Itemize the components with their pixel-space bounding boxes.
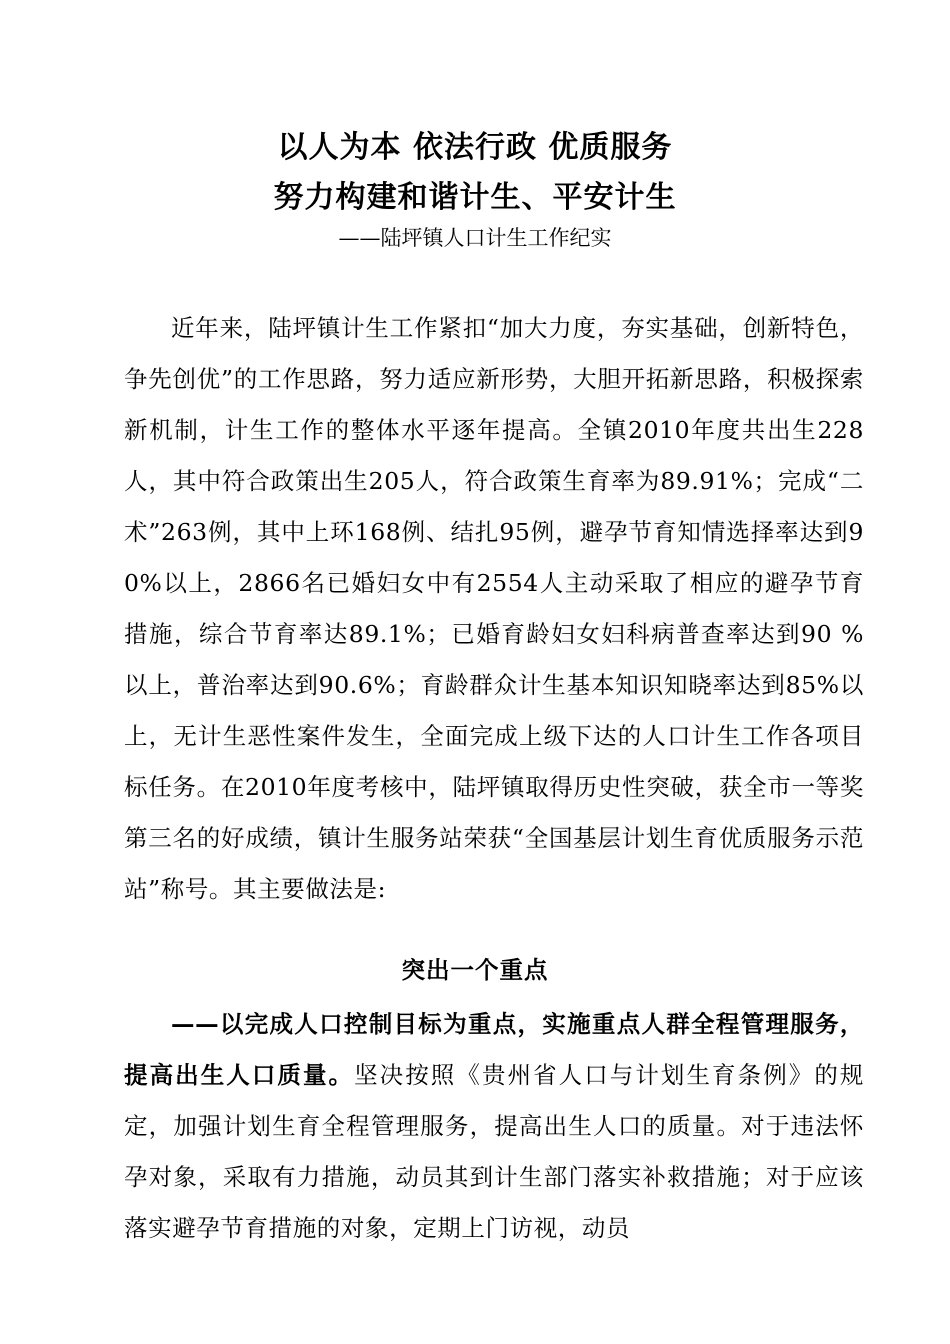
section-heading: 突出一个重点 xyxy=(401,956,549,984)
document-title-line1: 以人为本 依法行政 优质服务 xyxy=(277,130,673,165)
document-title-line2: 努力构建和谐计生、平安计生 xyxy=(273,180,677,215)
section-body-text: 坚决按照《贵州省人口与计划生育条例》的规定，加强计划生育全程管理服务，提高出生人口的质量。对于违法怀孕对象，采取有力措施，动员其到计生部门落实补救措施；对于应该落实避孕节育措施的对象，定期上门访视，动员 xyxy=(124,1061,864,1242)
section-paragraph xyxy=(124,999,864,1254)
intro-paragraph: 近年来，陆坪镇计生工作紧扣“加大力度，夯实基础，创新特色，争先创优”的工作思路，努力适应新形势，大胆开拓新思路，积极探索新机制，计生工作的整体水平逐年提高。全镇2010年度共出生228人，其中符合政策出生205人，符合政策生育率为89.91%；完成“二术”263例，其中上环168例、结扎95例，避孕节育知情选择率达到90%以上，2866名已婚妇女中有2554人主动采取了相应的避孕节育措施，综合节育率达89.1%；已婚育龄妇女妇科病普查率达到90 %以上，普治率达到90.6%；育龄群众计生基本知识知晓率达到85%以上，无计生恶性案件发生，全面完成上级下达的人口计生工作各项目标任务。在2010年度考核中，陆坪镇取得历史性突破，获全市一等奖第三名的好成绩，镇计生服务站荣获“全国基层计划生育优质服务示范站”称号。其主要做法是: xyxy=(124,314,864,903)
document-subtitle: ——陆坪镇人口计生工作纪实 xyxy=(338,226,612,250)
section-lead-text: ——以完成人口控制目标为重点，实施重点人群全程管理服务，提高出生人口质量。 xyxy=(124,1010,864,1089)
